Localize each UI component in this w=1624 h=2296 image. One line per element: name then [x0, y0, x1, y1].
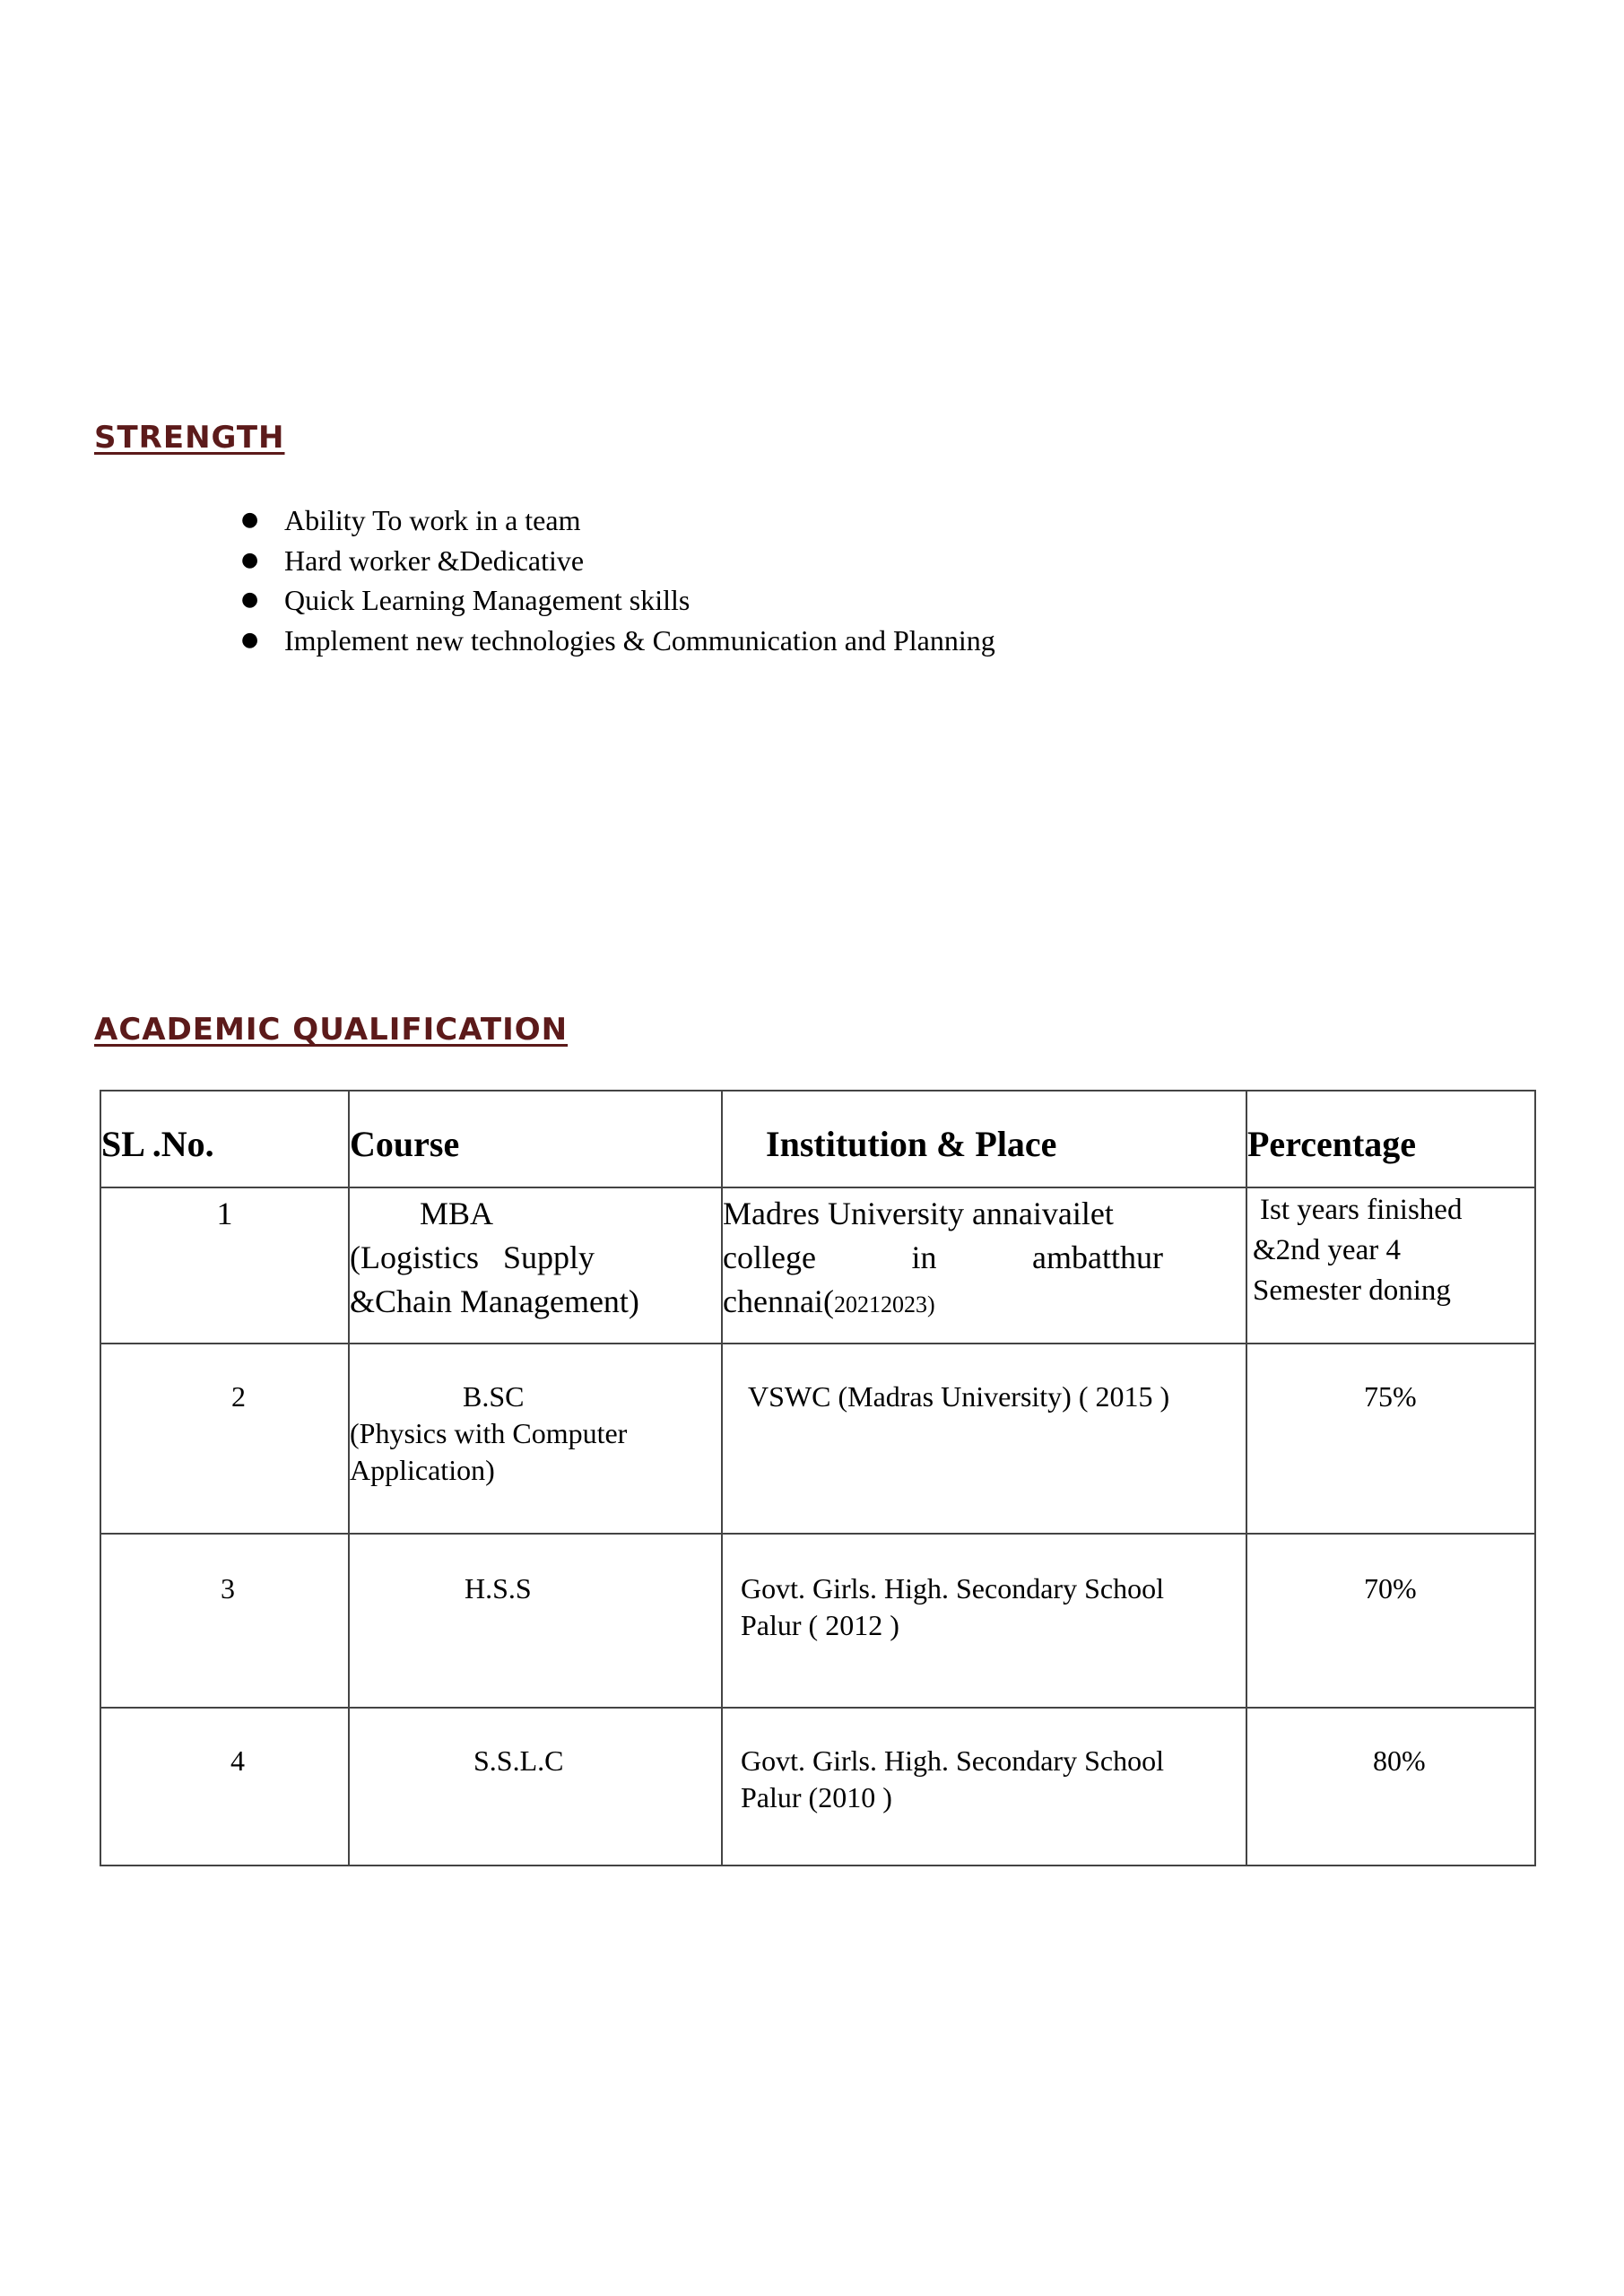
course-detail: (Physics with Computer	[350, 1417, 628, 1449]
course-cell	[349, 1344, 722, 1534]
table-row	[100, 1534, 1535, 1708]
institution-text: Govt. Girls. High. Secondary School	[741, 1744, 1164, 1777]
bullet-icon: ●	[241, 588, 259, 611]
strength-item-text: Hard worker &Dedicative	[284, 544, 585, 577]
strength-list	[238, 500, 995, 660]
list-item	[238, 541, 995, 581]
strength-item-text: Quick Learning Management skills	[284, 584, 690, 616]
percentage-cell: 80%	[1246, 1708, 1535, 1866]
institution-cell	[722, 1708, 1246, 1866]
table-row	[100, 1708, 1535, 1866]
institution-text: college in ambatthur	[723, 1239, 1163, 1275]
sl-cell: 3	[100, 1534, 349, 1708]
percentage-cell: 70%	[1246, 1534, 1535, 1708]
institution-text: Govt. Girls. High. Secondary School	[741, 1572, 1164, 1605]
course-name: B.SC	[463, 1380, 525, 1413]
strength-heading: STRENGTH	[94, 420, 285, 456]
sl-cell: 1	[100, 1187, 349, 1344]
academic-table	[100, 1090, 1536, 1866]
institution-cell	[722, 1344, 1246, 1534]
column-header-course: Course	[349, 1091, 722, 1187]
column-header-percentage: Percentage	[1246, 1091, 1535, 1187]
course-cell	[349, 1708, 722, 1866]
course-detail: &Chain Management)	[350, 1283, 639, 1319]
list-item	[238, 500, 995, 541]
institution-cell	[722, 1534, 1246, 1708]
table-row	[100, 1187, 1535, 1344]
percentage-cell: Ist years finished &2nd year 4 Semester doning	[1246, 1187, 1535, 1344]
institution-text: Palur (2010 )	[741, 1781, 892, 1813]
course-detail: (Logistics Supply	[350, 1239, 595, 1275]
course-name: S.S.L.C	[473, 1744, 564, 1777]
column-header-institution: Institution & Place	[722, 1091, 1246, 1187]
column-header-sl: SL .No.	[100, 1091, 349, 1187]
course-cell	[349, 1187, 722, 1344]
institution-text: VSWC (Madras University) ( 2015 )	[748, 1380, 1170, 1413]
sl-cell: 2	[100, 1344, 349, 1534]
course-detail: Application)	[350, 1454, 495, 1486]
sl-cell: 4	[100, 1708, 349, 1866]
bullet-icon: ●	[241, 509, 259, 531]
course-cell	[349, 1534, 722, 1708]
table-row	[100, 1344, 1535, 1534]
bullet-icon: ●	[241, 548, 259, 571]
course-name: H.S.S	[465, 1572, 532, 1605]
course-name: MBA	[420, 1196, 494, 1231]
institution-text: Palur ( 2012 )	[741, 1609, 899, 1641]
strength-item-text: Ability To work in a team	[284, 504, 581, 536]
institution-text: chennai(20212023)	[723, 1283, 935, 1319]
institution-cell	[722, 1187, 1246, 1344]
percentage-cell: 75%	[1246, 1344, 1535, 1534]
table-header-row	[100, 1091, 1535, 1187]
list-item	[238, 580, 995, 621]
bullet-icon: ●	[241, 628, 259, 651]
list-item	[238, 621, 995, 661]
institution-text: Madres University annaivailet	[723, 1196, 1114, 1231]
strength-item-text: Implement new technologies & Communication and Planning	[284, 623, 995, 657]
academic-heading: ACADEMIC QUALIFICATION	[94, 1012, 569, 1048]
